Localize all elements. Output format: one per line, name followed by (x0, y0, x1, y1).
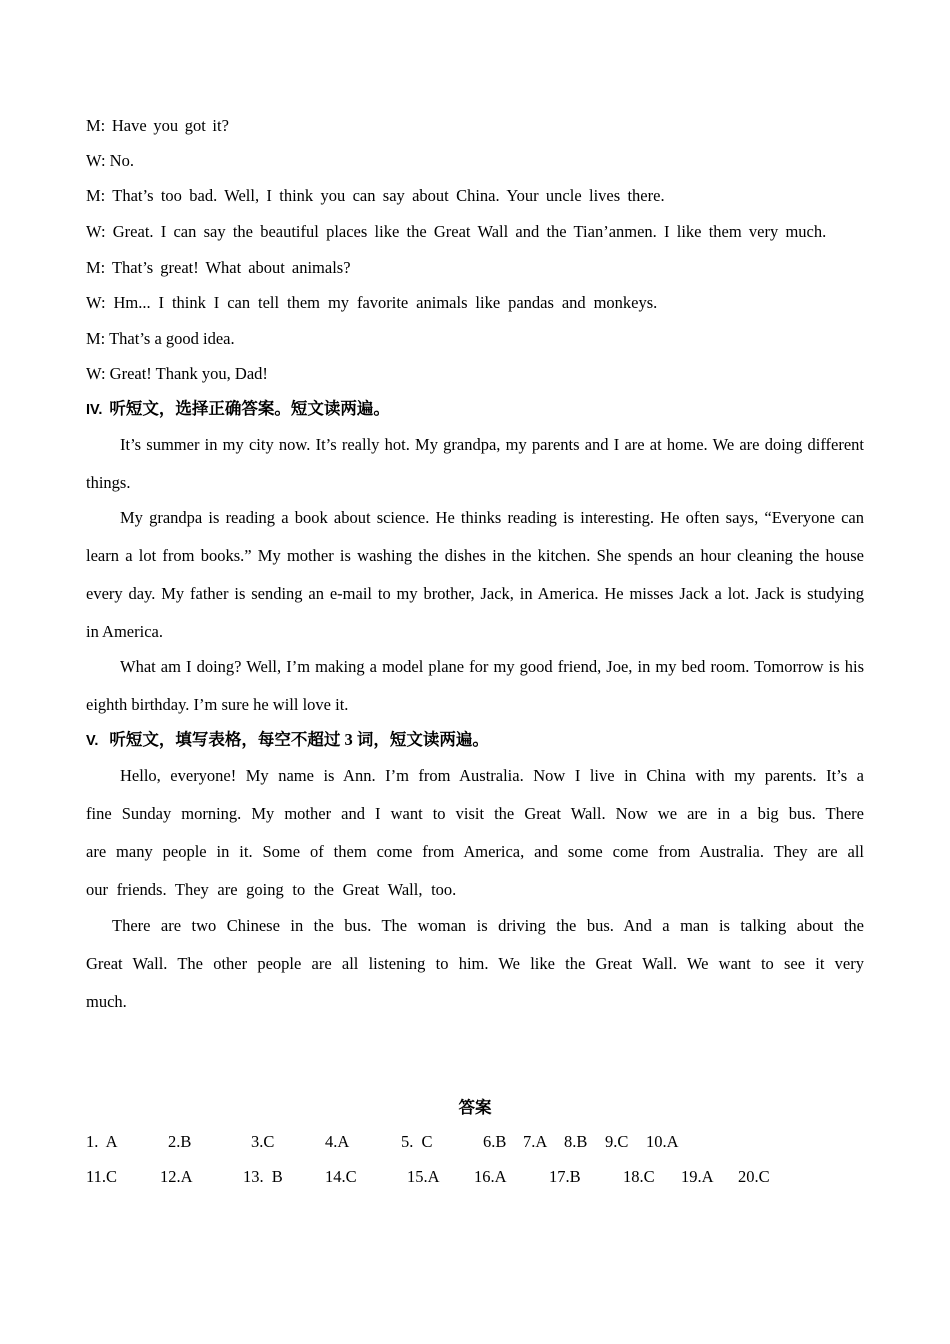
answer-item: 4.A (325, 1132, 350, 1151)
answer-item: 15.A (407, 1167, 440, 1186)
dialogue-line: M: That’s too bad. Well, I think you can say about China. Your uncle lives there. (86, 186, 665, 205)
dialogue-line: W: Great! Thank you, Dad! (86, 364, 268, 383)
dialogue-line: M: Have you got it? (86, 116, 229, 135)
answer-item: 1. A (86, 1132, 118, 1151)
answer-item: 14.C (325, 1167, 357, 1186)
answer-item: 11.C (86, 1167, 118, 1186)
answer-item: 10.A (646, 1132, 679, 1151)
passage-line: are many people in it. Some of them come from America, and some come from Australia. They are all (86, 842, 864, 861)
answer-item: 9.C (605, 1132, 629, 1151)
section-iv-heading (86, 399, 390, 419)
passage-line: in America. (86, 622, 163, 641)
passage-line: Hello, everyone! My name is Ann. I’m from Australia. Now I live in China with my parents. It’s a (120, 766, 864, 785)
answer-item: 18.C (623, 1167, 655, 1186)
section-instruction: 听短文，选择正确答案。短文读两遍。 (109, 399, 390, 418)
passage-line: My grandpa is reading a book about science. He thinks reading is interesting. He often says, “Everyone can (120, 508, 864, 527)
answer-item: 6.B (483, 1132, 507, 1151)
dialogue-line: W: Great. I can say the beautiful places like the Great Wall and the Tian’anmen. I like them very much. (86, 222, 827, 241)
section-number: V. (86, 733, 99, 749)
passage-line: What am I doing? Well, I’m making a model plane for my good friend, Joe, in my bed room. Tomorrow is his (120, 657, 864, 676)
passage-line: things. (86, 473, 131, 492)
answer-item: 5. C (401, 1132, 433, 1151)
section-instruction: 听短文，填写表格，每空不超过 3 词，短文读两遍。 (109, 730, 489, 749)
answer-item: 2.B (168, 1132, 192, 1151)
answer-item: 3.C (251, 1132, 275, 1151)
passage-line: every day. My father is sending an e-mail to my brother, Jack, in America. He misses Jack a lot. Jack is studying (86, 584, 864, 603)
dialogue-line: W: Hm... I think I can tell them my favorite animals like pandas and monkeys. (86, 293, 658, 312)
answer-item: 20.C (738, 1167, 770, 1186)
answer-item: 13. B (243, 1167, 283, 1186)
passage-line: Great Wall. The other people are all listening to him. We like the Great Wall. We want to see it very (86, 954, 864, 973)
section-number: IV. (86, 402, 103, 418)
passage-line: fine Sunday morning. My mother and I want to visit the Great Wall. Now we are in a big bus. There (86, 804, 864, 823)
answer-item: 12.A (160, 1167, 193, 1186)
answer-item: 16.A (474, 1167, 507, 1186)
passage-line: much. (86, 992, 127, 1011)
answer-item: 19.A (681, 1167, 714, 1186)
passage-line: There are two Chinese in the bus. The woman is driving the bus. And a man is talking about the (112, 916, 864, 935)
dialogue-line: M: That’s a good idea. (86, 329, 235, 348)
passage-line: learn a lot from books.” My mother is washing the dishes in the kitchen. She spends an hour cleaning the house (86, 546, 864, 565)
dialogue-line: M: That’s great! What about animals? (86, 258, 351, 277)
dialogue-line: W: No. (86, 151, 134, 170)
passage-line: It’s summer in my city now. It’s really hot. My grandpa, my parents and I are at home. We are doing different (120, 435, 864, 454)
answer-item: 8.B (564, 1132, 588, 1151)
answer-item: 7.A (523, 1132, 548, 1151)
passage-line: our friends. They are going to the Great Wall, too. (86, 880, 457, 899)
answers-title: 答案 (458, 1098, 492, 1117)
answer-item: 17.B (549, 1167, 581, 1186)
section-v-heading (86, 730, 489, 750)
passage-line: eighth birthday. I’m sure he will love it. (86, 695, 349, 714)
